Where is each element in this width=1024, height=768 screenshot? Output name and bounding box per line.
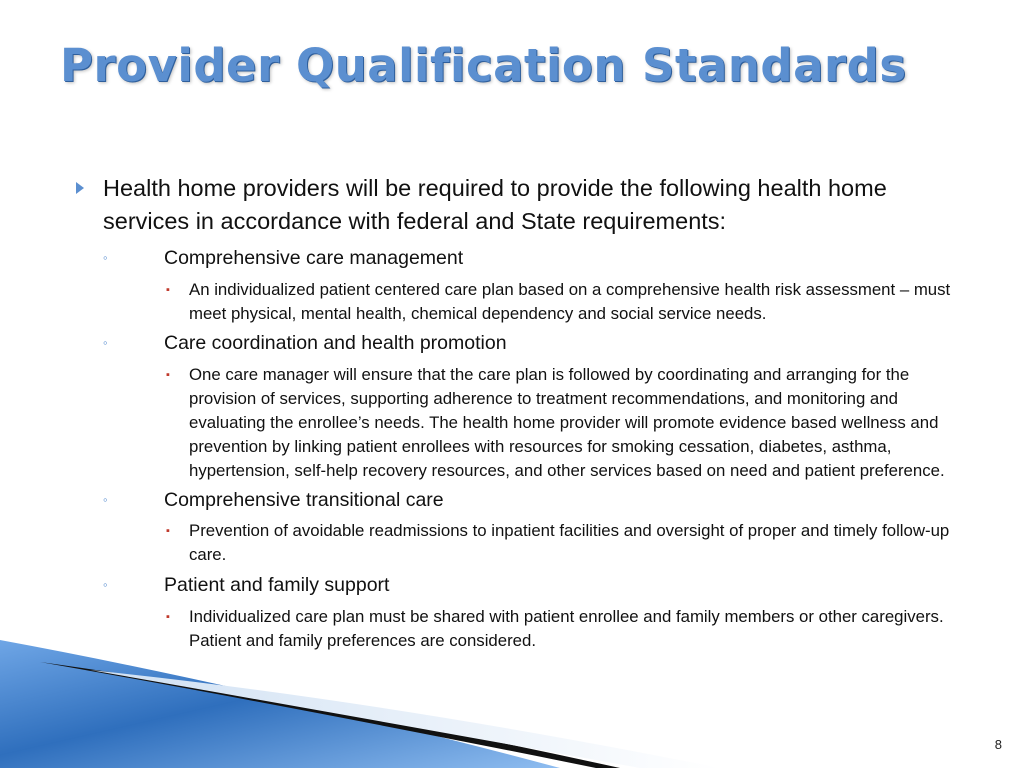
square-bullet-icon: ▪ — [166, 369, 170, 381]
square-bullet-icon: ▪ — [166, 525, 170, 537]
section-heading-text: Care coordination and health promotion — [164, 332, 507, 354]
section-heading-1 — [103, 245, 943, 271]
section-detail-2 — [166, 363, 966, 483]
decorative-swoosh — [0, 640, 1024, 768]
main-bullet — [76, 172, 916, 238]
section-heading-3 — [103, 487, 943, 513]
section-heading-text: Patient and family support — [164, 574, 390, 596]
main-bullet-text: Health home providers will be required to provide the following health home services in accordance with federal and State requirements: — [103, 175, 887, 234]
section-detail-text: Prevention of avoidable readmissions to inpatient facilities and oversight of proper and timely follow-up care. — [189, 521, 950, 564]
section-detail-3 — [166, 519, 966, 567]
section-detail-text: Individualized care plan must be shared with patient enrollee and family members or other caregivers. Patient and family preferences are considered. — [189, 607, 944, 650]
circle-bullet-icon: ◦ — [103, 577, 108, 592]
page-number: 8 — [994, 737, 1002, 752]
section-heading-text: Comprehensive transitional care — [164, 489, 444, 511]
section-detail-text: An individualized patient centered care plan based on a comprehensive health risk assessment – must meet physical, mental health, chemical dependency and social service needs. — [189, 280, 951, 323]
circle-bullet-icon: ◦ — [103, 250, 108, 265]
triangle-right-icon — [76, 182, 84, 194]
section-detail-1 — [166, 278, 966, 326]
section-heading-2 — [103, 330, 943, 356]
section-heading-text: Comprehensive care management — [164, 247, 464, 269]
circle-bullet-icon: ◦ — [103, 335, 108, 350]
circle-bullet-icon: ◦ — [103, 492, 108, 507]
slide-title: Provider Qualification Standards — [60, 39, 907, 92]
section-heading-4 — [103, 572, 943, 598]
section-detail-text: One care manager will ensure that the care plan is followed by coordinating and arranging for the provision of services, supporting adherence to treatment recommendations, and monitoring and evaluating the enrollee’s needs. The health home provider will promote evidence based wellness and prevention by linking patient enrollees with resources for smoking cessation, diabetes, asthma, hypertension, self-help recovery resources, and other services based on need and patient preference. — [189, 365, 945, 480]
square-bullet-icon: ▪ — [166, 611, 170, 623]
square-bullet-icon: ▪ — [166, 284, 170, 296]
